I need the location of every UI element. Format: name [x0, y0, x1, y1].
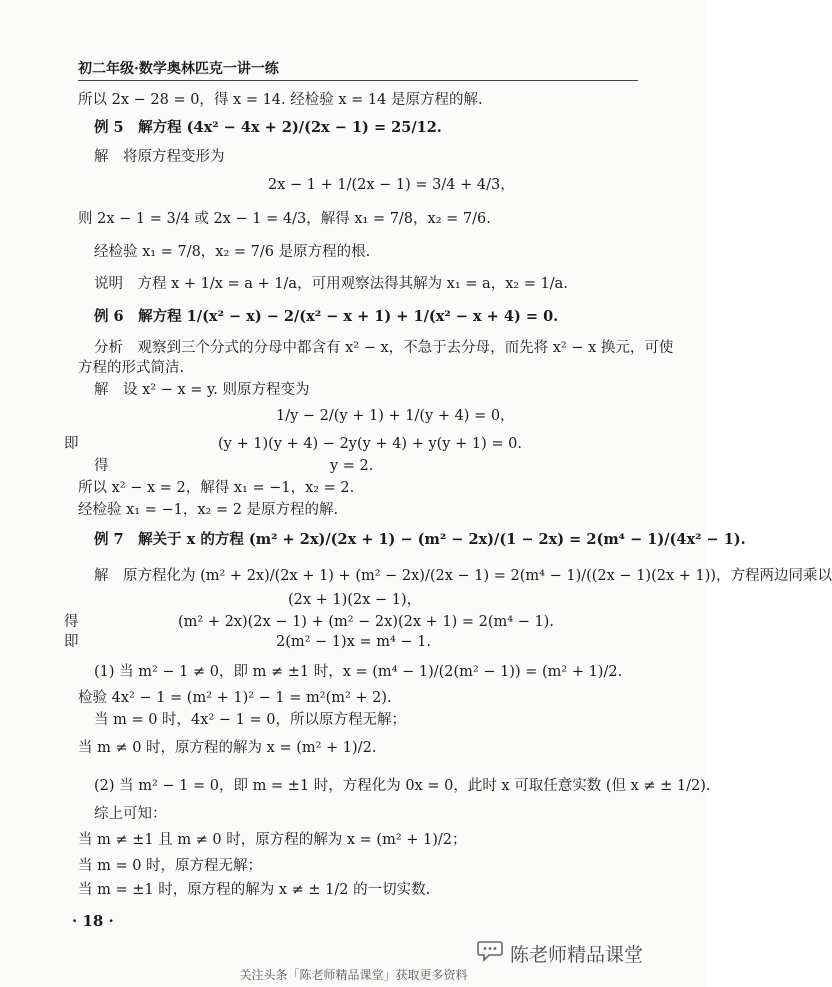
example-heading: 例 6 解方程 1/(x² − x) − 2/(x² − x + 1) + 1/(x² − x + 4) = 0.: [94, 308, 559, 325]
equation: y = 2.: [330, 458, 374, 474]
case-line: (1) 当 m² − 1 ≠ 0，即 m ≠ ±1 时，x = (m⁴ − 1)/(2(m² − 1)) = (m² + 1)/2.: [94, 664, 623, 680]
text-line: 则 2x − 1 = 3/4 或 2x − 1 = 4/3，解得 x₁ = 7/8，x₂ = 7/6.: [78, 211, 491, 227]
header-rule: [78, 80, 638, 81]
example-heading: 例 5 解方程 (4x² − 4x + 2)/(2x − 1) = 25/12.: [94, 119, 442, 136]
solution-line: 解 设 x² − x = y. 则原方程变为: [94, 382, 310, 398]
conclusion-line: 当 m ≠ ±1 且 m ≠ 0 时，原方程的解为 x = (m² + 1)/2；: [78, 832, 467, 848]
text-line: 经检验 x₁ = 7/8，x₂ = 7/6 是原方程的根.: [94, 244, 371, 260]
conclusion-line: 当 m = 0 时，原方程无解；: [78, 858, 263, 874]
page-number: · 18 ·: [72, 912, 114, 930]
text-line: 即: [64, 634, 79, 650]
text-line: 所以 2x − 28 = 0，得 x = 14. 经检验 x = 14 是原方程的解.: [78, 92, 483, 108]
equation: (2x + 1)(2x − 1)，: [288, 592, 422, 608]
conclusion-line: 当 m = ±1 时，原方程的解为 x ≠ ± 1/2 的一切实数.: [78, 882, 431, 898]
text-line: 方程的形式简洁.: [78, 360, 185, 376]
text-line: 经检验 x₁ = −1，x₂ = 2 是原方程的解.: [78, 502, 339, 518]
watermark: 陈老师精品课堂: [510, 944, 644, 966]
text-line: 得: [64, 614, 79, 630]
analysis-line: 分析 观察到三个分式的分母中都含有 x² − x，不急于去分母，而先将 x² − x 换元，可使: [94, 340, 674, 356]
text-line: 当 m ≠ 0 时，原方程的解为 x = (m² + 1)/2.: [78, 740, 377, 756]
text-line: 得: [94, 458, 109, 474]
footer-text: 关注头条「陈老师精品课堂」获取更多资料: [239, 968, 468, 982]
text-line: 当 m = 0 时，4x² − 1 = 0，所以原方程无解；: [94, 712, 406, 728]
example-heading: 例 7 解关于 x 的方程 (m² + 2x)/(2x + 1) − (m² − 2x)/(1 − 2x) = 2(m⁴ − 1)/(4x² − 1).: [94, 531, 746, 548]
equation: 1/y − 2/(y + 1) + 1/(y + 4) = 0，: [276, 408, 515, 424]
equation: 2x − 1 + 1/(2x − 1) = 3/4 + 4/3，: [268, 177, 515, 193]
case-line: (2) 当 m² − 1 = 0，即 m = ±1 时，方程化为 0x = 0，此时 x 可取任意实数 (但 x ≠ ± 1/2).: [94, 778, 711, 794]
equation: 2(m² − 1)x = m⁴ − 1.: [276, 634, 432, 650]
equation: (m² + 2x)(2x − 1) + (m² − 2x)(2x + 1) = 2(m⁴ − 1).: [178, 614, 554, 630]
text-line: 即: [64, 436, 79, 452]
text-line: 检验 4x² − 1 = (m² + 1)² − 1 = m²(m² + 2).: [78, 690, 392, 706]
note-line: 说明 方程 x + 1/x = a + 1/a，可用观察法得其解为 x₁ = a，x₂ = 1/a.: [94, 276, 568, 292]
text-line: 所以 x² − x = 2，解得 x₁ = −1，x₂ = 2.: [78, 480, 355, 496]
chat-bubble-icon: [476, 938, 504, 962]
page-header: 初二年级·数学奥林匹克一讲一练: [78, 61, 279, 77]
solution-line: 解 将原方程变形为: [94, 149, 225, 165]
equation: (y + 1)(y + 4) − 2y(y + 4) + y(y + 1) = 0.: [218, 436, 522, 452]
text-line: 综上可知：: [94, 806, 167, 822]
solution-line: 解 原方程化为 (m² + 2x)/(2x + 1) + (m² − 2x)/(2x − 1) = 2(m⁴ − 1)/((2x − 1)(2x + 1))，方程两边同乘以: [94, 568, 832, 584]
